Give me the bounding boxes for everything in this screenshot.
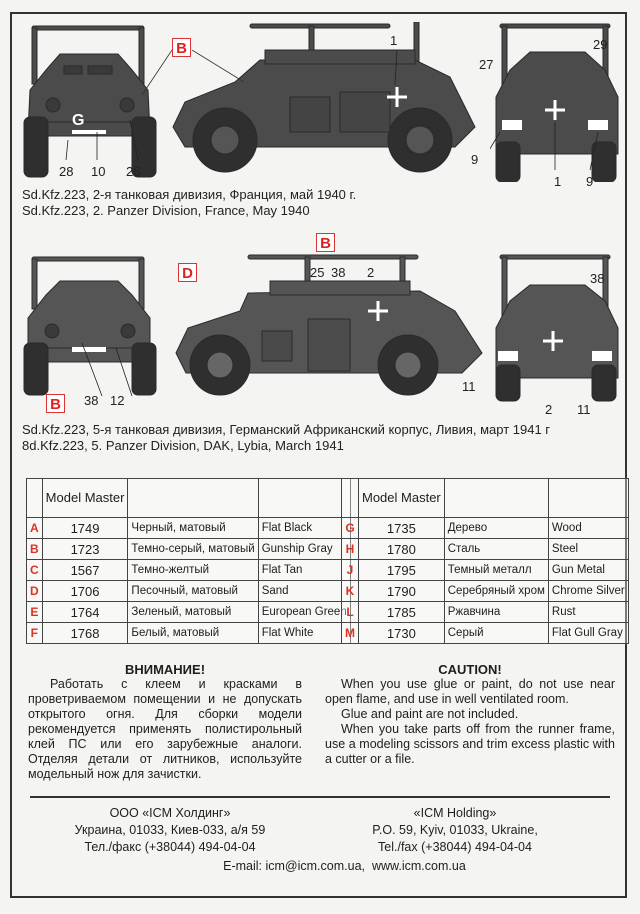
paint-table-left [26,478,351,644]
paint-name-ru: Дерево [444,518,548,539]
paint-table-right [341,478,629,644]
notice-ru-title: ВНИМАНИЕ! [124,662,206,677]
header-model-master-right: Model Master [359,479,445,518]
callout-rear-1e: 9 [586,174,594,189]
vehicle-front-view-1 [20,22,160,182]
callout-front-2a: 38 [84,393,99,408]
caption-en-2: 8d.Kfz.223, 5. Panzer Division, DAK, Lybia, March 1941 [22,438,344,453]
caption-en-1: Sd.Kfz.223, 2. Panzer Division, France, May 1940 [22,203,310,218]
callout-side-2b: 38 [331,265,346,280]
notice-en [325,662,615,767]
paint-letter: F [27,623,43,644]
callout-side-2c: 2 [367,265,375,280]
vehicle-front-view-2 [20,253,160,398]
left-rows [27,518,351,644]
callout-front-2b: 12 [110,393,125,408]
callout-front-1b: 10 [91,164,106,179]
right-rows [342,518,629,644]
paint-tag-b-side: B [316,233,335,252]
paint-name-ru: Ржавчина [444,602,548,623]
callout-side-2d: 11 [462,379,476,394]
paint-letter: A [27,518,43,539]
paint-code: 1730 [359,623,445,644]
paint-name-ru: Серебряный хром [444,581,548,602]
paint-code: 1780 [359,539,445,560]
paint-code: 1723 [42,539,128,560]
callout-rear-2c: 11 [577,402,591,417]
notice-ru-text: Работать с клеем и красками в проветриваемом помещении и не допускать открытого огня. Для сборки модели рекомендуется применять полистирольный клей ПС или его зарубежные аналоги. Отделяя детали от литников, используйте модельный нож для зачистки. [28,677,302,781]
paint-name-ru: Зеленый, матовый [128,602,258,623]
front-letter: G [72,112,85,129]
paint-name-ru: Темно-серый, матовый [128,539,258,560]
paint-letter: B [27,539,43,560]
footer-en [345,805,565,856]
paint-name-en: Wood [548,518,628,539]
paint-name-ru: Темно-желтый [128,560,258,581]
paint-name-en: Flat Gull Gray [548,623,628,644]
callout-rear-1b: 29 [593,37,608,52]
paint-row [27,539,351,560]
paint-name-ru: Белый, матовый [128,623,258,644]
paint-code: 1749 [42,518,128,539]
paint-name-en: Flat White [258,623,350,644]
footer-divider [30,796,610,798]
vehicle-side-view-2 [170,253,485,403]
paint-name-ru: Черный, матовый [128,518,258,539]
callout-rear-1c: 9 [471,152,479,167]
paint-tag-b-front: B [46,394,65,413]
callout-side-2a: 25 [310,265,325,280]
paint-row [27,602,351,623]
paint-name-en: Steel [548,539,628,560]
paint-letter: G [342,518,359,539]
paint-letter: K [342,581,359,602]
paint-row [342,518,629,539]
footer-ru-company: ООО «ICM Холдинг» [109,806,231,820]
paint-row [27,518,351,539]
paint-row [342,581,629,602]
paint-code: 1706 [42,581,128,602]
callout-side-1: 1 [390,33,398,48]
footer-email[interactable]: E-mail: icm@icm.com.ua, [223,859,365,873]
notice-en-title: CAUTION! [438,662,502,677]
caption-ru-2: Sd.Kfz.223, 5-я танковая дивизия, Германский Африканский корпус, Ливия, март 1941 г [22,422,551,437]
paint-code: 1764 [42,602,128,623]
footer-website[interactable]: www.icm.com.ua [372,859,466,873]
paint-tag-b: B [172,38,191,57]
paint-letter: D [27,581,43,602]
paint-code: 1768 [42,623,128,644]
notice-en-p1: When you use glue or paint, do not use near open flame, and use in well ventilated room. [325,677,615,706]
callout-rear-1a: 27 [479,57,494,72]
caption-ru-1: Sd.Kfz.223, 2-я танковая дивизия, Франция, май 1940 г. [22,187,357,202]
callout-front-1c: 26 [126,164,141,179]
paint-name-ru: Песочный, матовый [128,581,258,602]
paint-letter: E [27,602,43,623]
footer-ru [50,805,290,856]
notice-en-p3: When you take parts off from the runner frame, use a modeling scissors and trim excess plastic with a cutter or a file. [325,722,615,766]
paint-row [342,602,629,623]
paint-name-ru: Серый [444,623,548,644]
paint-letter: L [342,602,359,623]
footer-en-company: «ICM Holding» [413,806,497,820]
footer-en-phone: Tel./fax (+38044) 494-04-04 [378,840,532,854]
paint-row [27,560,351,581]
notice-en-p2: Glue and paint are not included. [341,707,519,721]
vehicle-side-view-1 [165,22,480,182]
paint-row [342,623,629,644]
paint-name-en: Flat Tan [258,560,350,581]
paint-name-en: Sand [258,581,350,602]
paint-name-en: Gunship Gray [258,539,350,560]
paint-code: 1790 [359,581,445,602]
paint-code: 1785 [359,602,445,623]
paint-tag-d: D [178,263,197,282]
footer-ru-phone: Тел./факс (+38044) 494-04-04 [84,840,256,854]
paint-letter: J [342,560,359,581]
paint-code: 1567 [42,560,128,581]
paint-code: 1795 [359,560,445,581]
paint-name-en: Flat Black [258,518,350,539]
callout-front-1a: 28 [59,164,74,179]
paint-row [27,581,351,602]
callout-rear-2a: 38 [590,271,605,286]
paint-name-en: European Green [258,602,350,623]
paint-name-ru: Темный металл [444,560,548,581]
callout-rear-2b: 2 [545,402,553,417]
paint-row [342,560,629,581]
footer-en-address: P.O. 59, Kyiv, 01033, Ukraine, [372,823,538,837]
notice-ru [28,662,302,782]
paint-code: 1735 [359,518,445,539]
paint-name-en: Rust [548,602,628,623]
footer-ru-address: Украина, 01033, Киев-033, а/я 59 [74,823,266,837]
paint-name-ru: Сталь [444,539,548,560]
paint-name-en: Gun Metal [548,560,628,581]
paint-letter: M [342,623,359,644]
paint-letter: C [27,560,43,581]
callout-rear-1d: 1 [554,174,562,189]
leader-lines-1 [140,50,250,100]
paint-letter: H [342,539,359,560]
paint-name-en: Chrome Silver [548,581,628,602]
paint-row [27,623,351,644]
paint-row [342,539,629,560]
header-model-master-left: Model Master [42,479,128,518]
